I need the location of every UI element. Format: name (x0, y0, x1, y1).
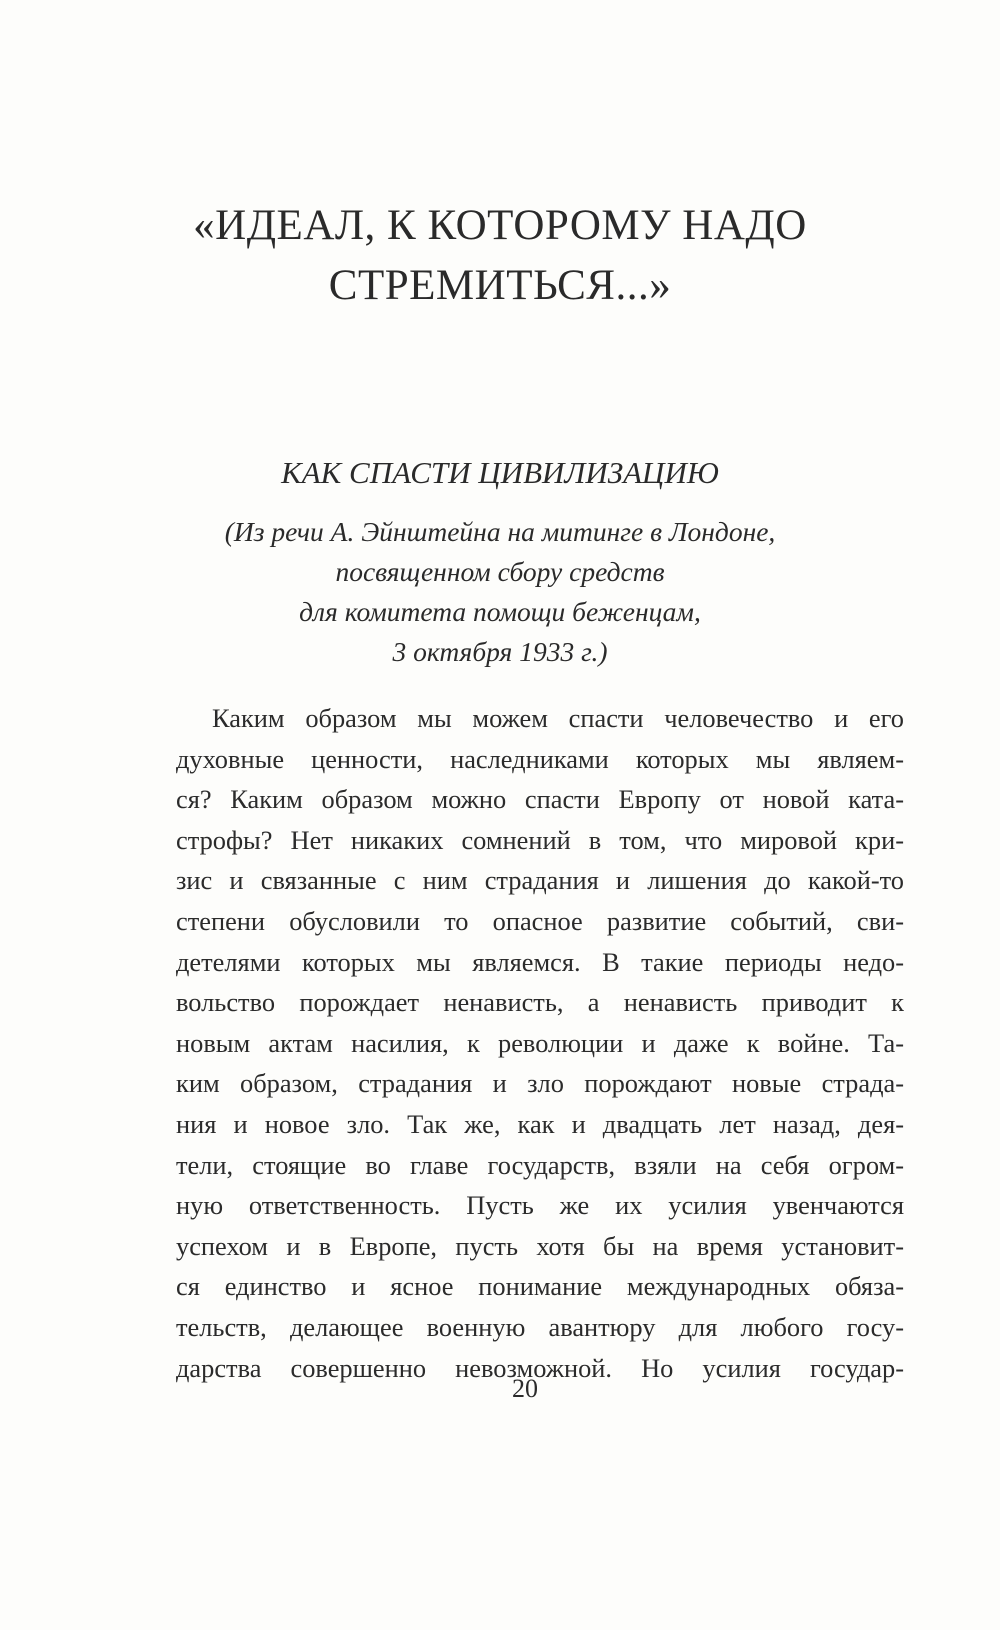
body-line: тельств, делающее военную авантюру для любого госу- (176, 1311, 904, 1342)
body-line: детелями которых мы являемся. В такие периоды недо- (176, 946, 904, 977)
body-line: степени обусловили то опасное развитие событий, сви- (176, 905, 904, 936)
body-line: ся единство и ясное понимание международных обяза- (176, 1271, 904, 1302)
section-subtitle (0, 512, 1000, 672)
subtitle-line-1: (Из речи А. Эйнштейна на митинге в Лондоне, (224, 516, 776, 547)
subtitle-line-2: посвященном сбору средств (335, 556, 665, 587)
body-line: Каким образом мы можем спасти человечество и его (212, 703, 904, 733)
body-line: вольство порождает ненависть, а ненависть приводит к (176, 987, 904, 1018)
body-line: ся? Каким образом можно спасти Европу от новой ката- (176, 784, 904, 815)
body-line: успехом и в Европе, пусть хотя бы на время установит- (176, 1230, 904, 1261)
chapter-title-line-2: СТРЕМИТЬСЯ...» (328, 262, 672, 309)
body-line: строфы? Нет никаких сомнений в том, что мировой кри- (176, 824, 904, 855)
subtitle-line-4: 3 октября 1933 г.) (392, 636, 608, 667)
body-line: ким образом, страдания и зло порождают новые страда- (176, 1068, 904, 1099)
body-line: ную ответственность. Пусть же их усилия увенчаются (176, 1190, 904, 1221)
chapter-title-line-1: «ИДЕАЛ, К КОТОРОМУ НАДО (193, 202, 807, 249)
chapter-title (0, 196, 1000, 316)
body-line: зис и связанные с ним страдания и лишения до какой-то (176, 865, 904, 896)
page-number: 20 (512, 1374, 538, 1403)
body-line: тели, стоящие во главе государств, взяли на себя огром- (176, 1149, 904, 1180)
subtitle-line-3: для комитета помощи беженцам, (299, 596, 701, 627)
body-line: ния и новое зло. Так же, как и двадцать лет назад, дея- (176, 1108, 904, 1139)
section-title: КАК СПАСТИ ЦИВИЛИЗАЦИЮ (281, 455, 719, 490)
body-line: духовные ценности, наследниками которых мы являем- (176, 743, 904, 774)
body-line: дарства совершенно невозможной. Но усилия государ- (176, 1352, 904, 1383)
body-paragraph (176, 698, 904, 1388)
body-line: новым актам насилия, к революции и даже к войне. Та- (176, 1027, 904, 1058)
